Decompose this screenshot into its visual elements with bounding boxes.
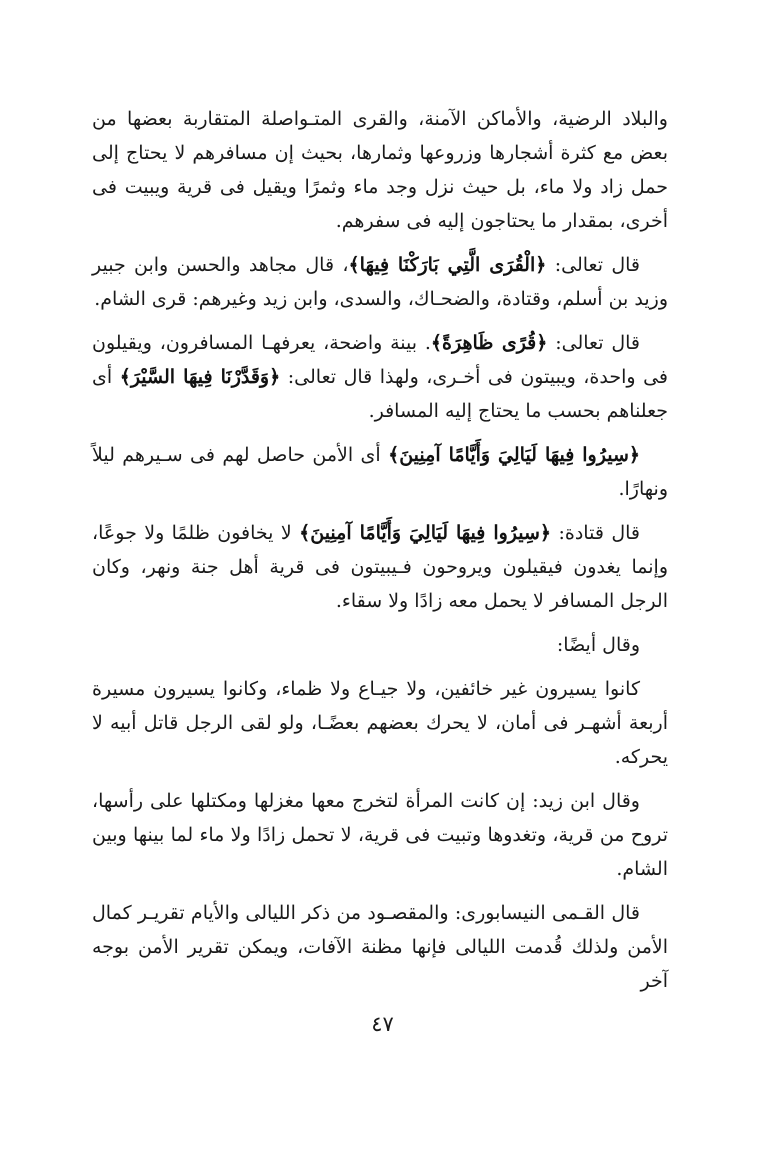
paragraph-text: ، قال مجاهد والحسن وابن جبير وزيد بن أسلم، وقتادة، والضحـاك، والسدى، وابن زيد وغيرهم: قرى الشام. <box>92 254 668 310</box>
paragraph-text: قال القـمى النيسابورى: والمقصـود من ذكر الليالى والأيام تقريـر كمال الأمن ولذلك قُدمت الليالى فإنها مظنة الآفات، ويمكن تقرير الأمن بوجه آخر <box>92 902 668 992</box>
paragraph-text: قال تعالى: <box>546 254 641 276</box>
text-column <box>92 102 668 1008</box>
quran-verse: ﴿وَقَدَّرْنَا فِيهَا السَّيْرَ﴾ <box>119 366 281 388</box>
paragraph-text: أى جعلناهم بحسب ما يحتاج إليه المسافر. <box>92 366 668 422</box>
quran-verse: ﴿قُرًى ظَاهِرَةً﴾ <box>430 332 548 354</box>
paragraph-text: . بينة واضحة، يعرفهـا المسافرون، ويقيلون فى واحدة، ويبيتون فى أخـرى، ولهذا قال تعالى: <box>92 332 669 388</box>
paragraph <box>92 516 668 618</box>
paragraph-text: كانوا يسيرون غير خائفين، ولا جيـاع ولا ظماء، وكانوا يسيرون مسيرة أربعة أشهـر فى أمان، لا يحرك بعضهم بعضًـا، ولو لقى الرجل قاتل أبيه لا يحركه. <box>92 678 668 768</box>
quran-verse: ﴿الْقُرَى الَّتِي بَارَكْنَا فِيهَا﴾ <box>348 254 547 276</box>
paragraph <box>92 102 668 238</box>
paragraph-text: أى الأمن حاصل لهم فى سـيرهم ليلاً ونهارًا. <box>92 444 668 500</box>
paragraph <box>92 248 668 316</box>
paragraph <box>92 672 668 774</box>
paragraph-text: وقال أيضًا: <box>556 634 640 656</box>
paragraph-text: قال قتادة: <box>551 522 640 544</box>
paragraph-text: قال تعالى: <box>547 332 641 354</box>
paragraph-text: لا يخافون ظلمًا ولا جوعًا، وإنما يغدون فيقيلون ويروحون فـيبيتون فى قرية أهل جنة ونهر، وكان الرجل المسافر لا يحمل معه زادًا ولا سقاء. <box>92 522 668 612</box>
paragraph-text: وقال ابن زيد: إن كانت المرأة لتخرج معها مغزلها ومكتلها على رأسها، تروح من قرية، وتغدوها وتبيت فى قرية، لا تحمل زادًا ولا ماء لما بينها وبين الشام. <box>92 790 668 880</box>
quran-verse: ﴿سِيرُوا فِيهَا لَيَالِيَ وَأَيَّامًا آمِنِينَ﴾ <box>388 444 641 466</box>
paragraph <box>92 326 668 428</box>
paragraph <box>92 896 668 998</box>
page-number: ٤٧ <box>371 1012 394 1036</box>
paragraph <box>92 784 668 886</box>
paragraph-text: والبلاد الرضية، والأماكن الآمنة، والقرى المتـواصلة المتقاربة بعضها من بعض مع كثرة أشجارها وزروعها وثمارها، بحيث إن مسافرهم لا يحتاج إلى حمل زاد ولا ماء، بل حيث نزل وجد ماء وثمرًا ويقيل فى قرية ويبيت فى أخرى، بمقدار ما يحتاجون إليه فى سفرهم. <box>92 108 668 232</box>
quran-verse: ﴿سِيرُوا فِيهَا لَيَالِيَ وَأَيَّامًا آمِنِينَ﴾ <box>299 522 552 544</box>
paragraph <box>92 628 668 662</box>
paragraph <box>92 438 668 506</box>
